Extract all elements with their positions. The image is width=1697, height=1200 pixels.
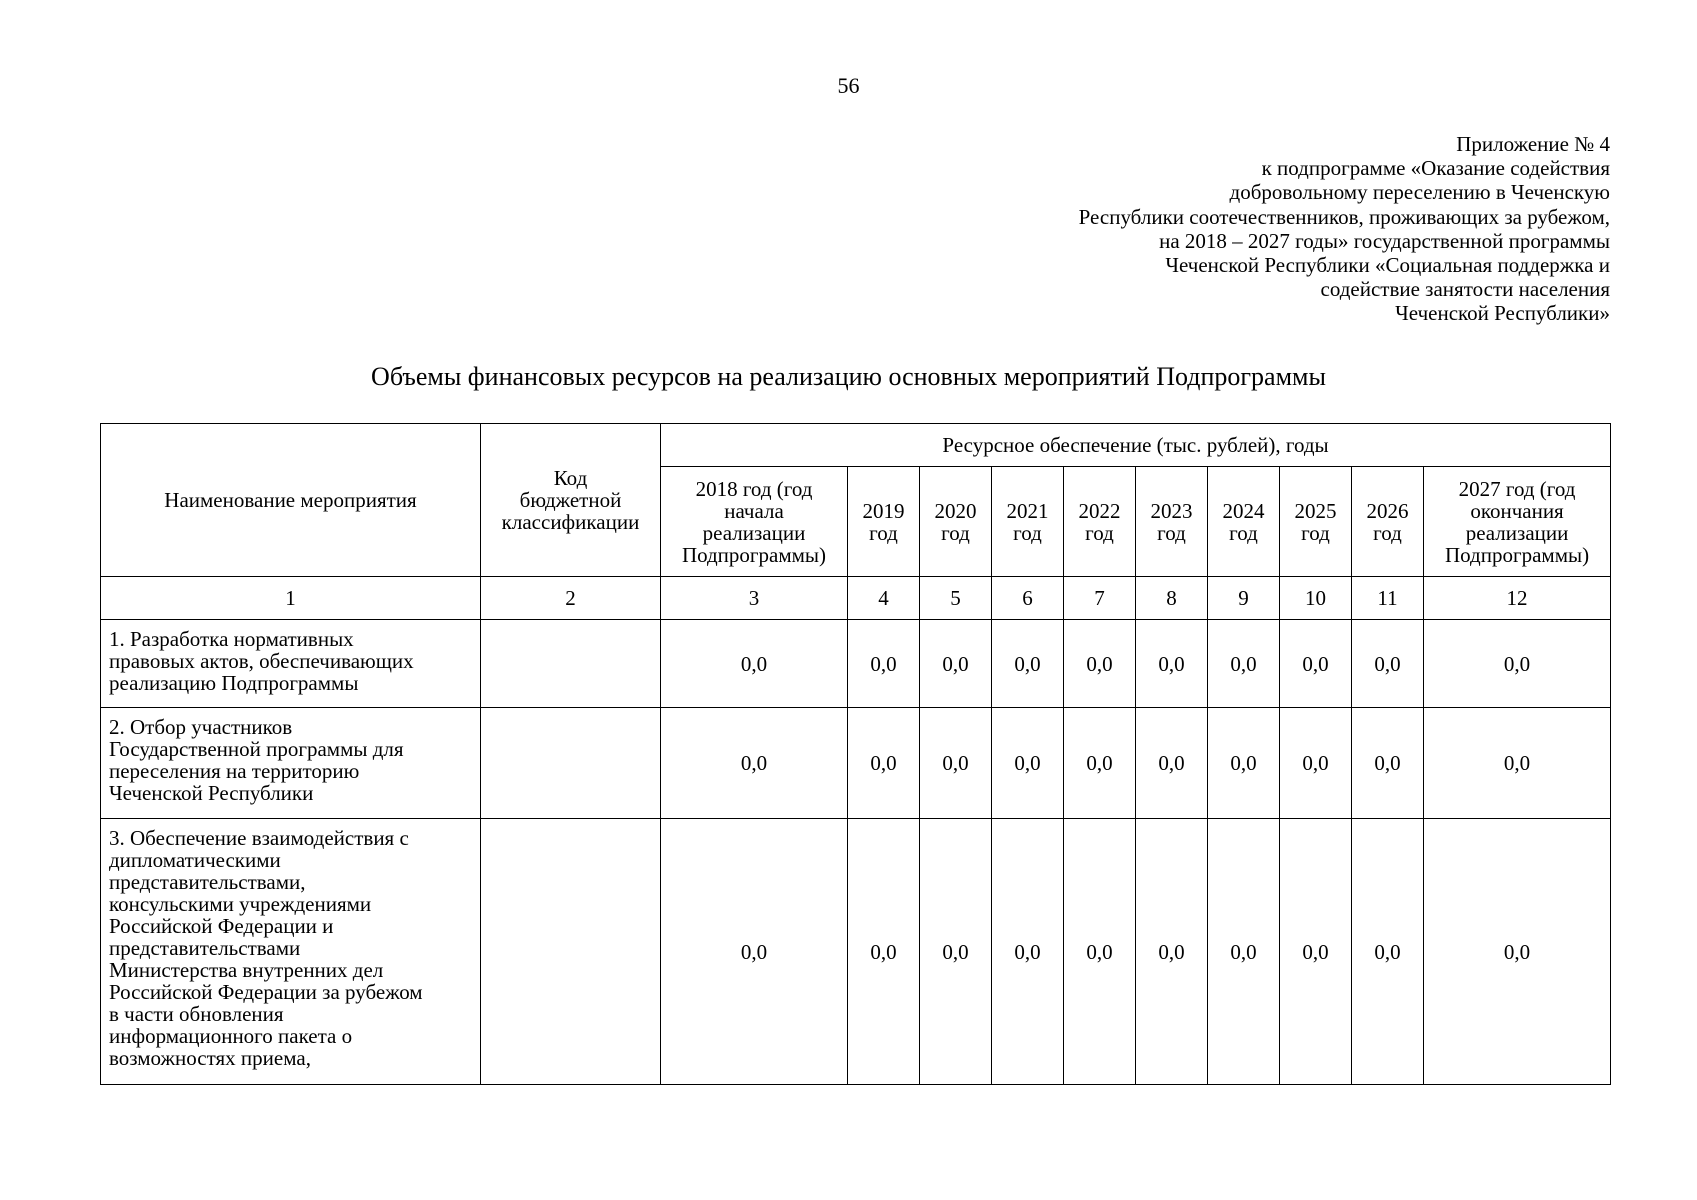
- value-cell: 0,0: [1352, 620, 1424, 708]
- value-cell: 0,0: [1280, 708, 1352, 819]
- measure-name-line: 2. Отбор участников: [109, 715, 293, 739]
- header-year-2027: [1424, 467, 1611, 577]
- header-year-line: 2022: [1078, 498, 1121, 523]
- header-year-line: 2020: [934, 498, 977, 523]
- measure-name-line: 1. Разработка нормативных: [109, 627, 354, 651]
- header-year-line: год: [869, 520, 898, 545]
- measure-name-line: консульскими учреждениями: [109, 892, 372, 916]
- measure-name-line: представительствами,: [109, 870, 306, 894]
- header-year-line: 2021: [1006, 498, 1049, 523]
- header-year-2018: [661, 467, 848, 577]
- header-row-top: [101, 424, 1611, 467]
- value-cell: 0,0: [1064, 819, 1136, 1085]
- column-number: 1: [101, 577, 481, 620]
- header-year-line: начала: [724, 498, 784, 523]
- value-cell: 0,0: [661, 620, 848, 708]
- column-number: 8: [1136, 577, 1208, 620]
- header-code-line: бюджетной: [519, 488, 622, 512]
- appendix-line: Чеченской Республики «Социальная поддержка и: [1165, 253, 1610, 278]
- appendix-line: Республики соотечественников, проживающих за рубежом,: [1078, 204, 1610, 229]
- value-cell: 0,0: [1280, 620, 1352, 708]
- value-cell: 0,0: [1208, 819, 1280, 1085]
- measure-name-line: представительствами: [109, 936, 301, 960]
- header-year-line: 2019: [862, 498, 905, 523]
- header-code-line: классификации: [501, 510, 640, 534]
- value-cell: 0,0: [661, 819, 848, 1085]
- appendix-line: Чеченской Республики»: [1395, 301, 1610, 326]
- financing-table: [100, 423, 1611, 1085]
- column-number: 4: [848, 577, 920, 620]
- header-year-line: окончания: [1470, 498, 1564, 523]
- value-cell: 0,0: [1064, 708, 1136, 819]
- value-cell: 0,0: [992, 708, 1064, 819]
- column-number: 3: [661, 577, 848, 620]
- measure-name: [101, 708, 481, 819]
- header-year-line: 2026: [1366, 498, 1409, 523]
- value-cell: 0,0: [1136, 620, 1208, 708]
- value-cell: 0,0: [992, 620, 1064, 708]
- value-cell: 0,0: [992, 819, 1064, 1085]
- column-number: 6: [992, 577, 1064, 620]
- measure-name-line: возможностях приема,: [109, 1046, 311, 1070]
- column-numbers-row: [101, 577, 1611, 620]
- header-year-2021: [992, 467, 1064, 577]
- value-cell: 0,0: [1064, 620, 1136, 708]
- column-number: 12: [1424, 577, 1611, 620]
- table-row: [101, 620, 1611, 708]
- value-cell: 0,0: [920, 819, 992, 1085]
- measure-name-line: Российской Федерации за рубежом: [109, 980, 423, 1004]
- value-cell: 0,0: [1352, 819, 1424, 1085]
- appendix-line: Приложение № 4: [1456, 132, 1610, 156]
- header-year-line: Подпрограммы): [681, 542, 827, 567]
- header-year-line: год: [1229, 520, 1258, 545]
- header-year-line: Подпрограммы): [1444, 542, 1590, 567]
- header-year-2022: [1064, 467, 1136, 577]
- measure-name-line: Государственной программы для: [109, 737, 404, 761]
- budget-code: [481, 708, 661, 819]
- value-cell: 0,0: [1136, 819, 1208, 1085]
- value-cell: 0,0: [1424, 819, 1611, 1085]
- header-year-line: год: [941, 520, 970, 545]
- value-cell: 0,0: [1424, 620, 1611, 708]
- value-cell: 0,0: [1424, 708, 1611, 819]
- measure-name-line: информационного пакета о: [109, 1024, 353, 1048]
- header-year-2025: [1280, 467, 1352, 577]
- header-year-2023: [1136, 467, 1208, 577]
- value-cell: 0,0: [920, 708, 992, 819]
- appendix-line: на 2018 – 2027 годы» государственной программы: [1159, 228, 1610, 253]
- header-year-2019: [848, 467, 920, 577]
- column-number: 9: [1208, 577, 1280, 620]
- header-year-2020: [920, 467, 992, 577]
- header-year-line: 2023: [1150, 498, 1193, 523]
- value-cell: 0,0: [1136, 708, 1208, 819]
- budget-code: [481, 620, 661, 708]
- measure-name-line: Российской Федерации и: [109, 914, 334, 938]
- measure-name: [101, 620, 481, 708]
- value-cell: 0,0: [920, 620, 992, 708]
- measure-name-line: переселения на территорию: [109, 759, 360, 783]
- header-resources: Ресурсное обеспечение (тыс. рублей), годы: [661, 424, 1611, 467]
- header-year-line: год: [1085, 520, 1114, 545]
- measure-name-line: правовых актов, обеспечивающих: [109, 649, 414, 673]
- header-year-line: реализации: [1465, 520, 1569, 545]
- measure-name-line: Министерства внутренних дел: [109, 958, 384, 982]
- page-number: 56: [837, 73, 860, 98]
- header-name: Наименование мероприятия: [101, 424, 481, 577]
- value-cell: 0,0: [1208, 620, 1280, 708]
- column-number: 11: [1352, 577, 1424, 620]
- table-row: [101, 708, 1611, 819]
- column-number: 7: [1064, 577, 1136, 620]
- budget-code: [481, 819, 661, 1085]
- measure-name-line: Чеченской Республики: [109, 781, 314, 805]
- measure-name-line: 3. Обеспечение взаимодействия с: [109, 826, 409, 850]
- value-cell: 0,0: [661, 708, 848, 819]
- value-cell: 0,0: [848, 620, 920, 708]
- appendix-line: к подпрограмме «Оказание содействия: [1261, 156, 1610, 181]
- column-number: 5: [920, 577, 992, 620]
- header-year-line: реализации: [702, 520, 806, 545]
- header-year-line: 2018 год (год: [695, 476, 813, 501]
- header-year-line: 2025: [1294, 498, 1337, 523]
- measure-name-line: реализацию Подпрограммы: [109, 671, 359, 695]
- header-year-2026: [1352, 467, 1424, 577]
- header-year-line: 2027 год (год: [1458, 476, 1576, 501]
- header-code: [481, 424, 661, 577]
- measure-name: [101, 819, 481, 1085]
- header-year-line: год: [1157, 520, 1186, 545]
- header-year-line: год: [1301, 520, 1330, 545]
- column-number: 2: [481, 577, 661, 620]
- appendix-header: [1079, 132, 1610, 326]
- appendix-line: содействие занятости населения: [1320, 277, 1610, 302]
- header-code-line: Код: [553, 466, 588, 490]
- measure-name-line: дипломатическими: [109, 848, 281, 872]
- value-cell: 0,0: [848, 708, 920, 819]
- header-year-line: год: [1013, 520, 1042, 545]
- value-cell: 0,0: [1352, 708, 1424, 819]
- header-year-2024: [1208, 467, 1280, 577]
- header-year-line: 2024: [1222, 498, 1265, 523]
- header-year-line: год: [1373, 520, 1402, 545]
- table-row: [101, 819, 1611, 1085]
- appendix-line: добровольному переселению в Чеченскую: [1229, 180, 1610, 205]
- column-number: 10: [1280, 577, 1352, 620]
- value-cell: 0,0: [1208, 708, 1280, 819]
- value-cell: 0,0: [848, 819, 920, 1085]
- document-title: Объемы финансовых ресурсов на реализацию основных мероприятий Подпрограммы: [371, 362, 1326, 391]
- measure-name-line: в части обновления: [109, 1002, 284, 1026]
- value-cell: 0,0: [1280, 819, 1352, 1085]
